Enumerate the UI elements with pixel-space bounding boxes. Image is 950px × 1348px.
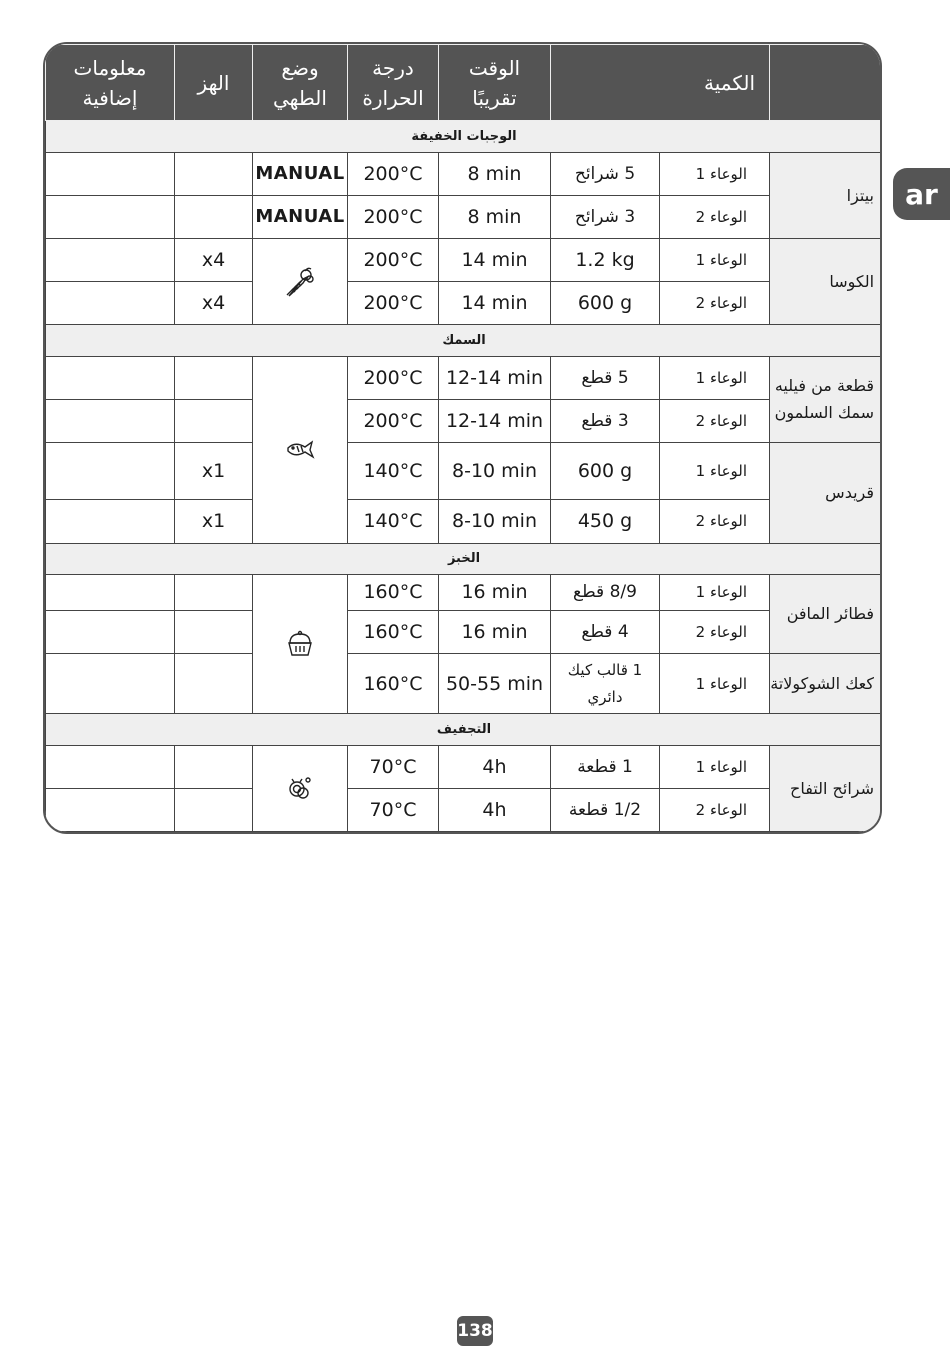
table-row: [46, 574, 883, 610]
temp-cell: 200°C: [348, 399, 439, 442]
temp-cell: 200°C: [348, 238, 439, 281]
bowl-cell: الوعاء 2: [660, 282, 770, 325]
header-quantity: الكمية: [551, 45, 770, 121]
page-number: 138: [457, 1316, 493, 1346]
bowl-cell: الوعاء 2: [660, 399, 770, 442]
qty-cell: 450 g: [551, 500, 660, 543]
food-choc-cake: كعك الشوكولاتة: [770, 654, 882, 714]
extra-info-cell: [46, 195, 175, 238]
temp-cell: 200°C: [348, 195, 439, 238]
temp-cell: 160°C: [348, 574, 439, 610]
header-row: [46, 45, 883, 121]
qty-cell: 5 قطع: [551, 356, 660, 399]
muffin-icon: [285, 630, 315, 658]
extra-info-cell: [46, 574, 175, 610]
temp-cell: 140°C: [348, 443, 439, 500]
section-drying: التجفيف: [46, 714, 883, 745]
shake-cell: [175, 399, 253, 442]
table-row: [46, 152, 883, 195]
time-cell: 12-14 min: [439, 356, 551, 399]
shake-cell: [175, 745, 253, 788]
language-tab: ar: [893, 168, 950, 220]
time-cell: 14 min: [439, 282, 551, 325]
mode-cell: [253, 745, 348, 832]
qty-cell: 1 قالب كيك دائري: [551, 654, 660, 714]
time-cell: 4h: [439, 788, 551, 831]
bowl-cell: الوعاء 2: [660, 500, 770, 543]
section-snacks: الوجبات الخفيفة: [46, 121, 883, 152]
header-extra-info: معلومات إضافية: [46, 45, 175, 121]
header-time: الوقت تقريبًا: [439, 45, 551, 121]
extra-info-cell: [46, 399, 175, 442]
shake-cell: [175, 356, 253, 399]
qty-cell: 3 قطع: [551, 399, 660, 442]
bowl-cell: الوعاء 1: [660, 443, 770, 500]
extra-info-cell: [46, 788, 175, 831]
qty-cell: 8/9 قطع: [551, 574, 660, 610]
qty-cell: 1.2 kg: [551, 238, 660, 281]
bowl-cell: الوعاء 1: [660, 574, 770, 610]
temp-cell: 140°C: [348, 500, 439, 543]
shake-cell: x4: [175, 282, 253, 325]
extra-info-cell: [46, 654, 175, 714]
header-food: [770, 45, 882, 121]
header-temperature: درجة الحرارة: [348, 45, 439, 121]
time-cell: 14 min: [439, 238, 551, 281]
time-cell: 50-55 min: [439, 654, 551, 714]
fish-icon: [285, 438, 315, 462]
mode-cell: [253, 356, 348, 543]
time-cell: 8-10 min: [439, 500, 551, 543]
table-row: [46, 195, 883, 238]
shake-cell: [175, 152, 253, 195]
table-row: [46, 399, 883, 442]
bowl-cell: الوعاء 1: [660, 654, 770, 714]
extra-info-cell: [46, 152, 175, 195]
extra-info-cell: [46, 610, 175, 653]
vegetables-icon: [283, 265, 317, 299]
bowl-cell: الوعاء 2: [660, 610, 770, 653]
shake-cell: [175, 654, 253, 714]
extra-info-cell: [46, 282, 175, 325]
header-shake: الهز: [175, 45, 253, 121]
temp-cell: 200°C: [348, 282, 439, 325]
qty-cell: 3 شرائح: [551, 195, 660, 238]
food-sardines: قريدس: [770, 443, 882, 544]
section-fish: السمك: [46, 325, 883, 356]
time-cell: 16 min: [439, 574, 551, 610]
shake-cell: [175, 788, 253, 831]
header-cooking-mode: وضع الطهي: [253, 45, 348, 121]
bowl-cell: الوعاء 2: [660, 195, 770, 238]
time-cell: 16 min: [439, 610, 551, 653]
mode-cell: [253, 238, 348, 324]
table-row: [46, 443, 883, 500]
temp-cell: 70°C: [348, 788, 439, 831]
shake-cell: [175, 574, 253, 610]
extra-info-cell: [46, 500, 175, 543]
temp-cell: 160°C: [348, 610, 439, 653]
shake-cell: x1: [175, 500, 253, 543]
dehydrate-icon: [286, 774, 314, 802]
qty-cell: 600 g: [551, 443, 660, 500]
table-row: [46, 610, 883, 653]
bowl-cell: الوعاء 1: [660, 238, 770, 281]
table-row: [46, 745, 883, 788]
section-baking: الخبز: [46, 543, 883, 574]
mode-cell: [253, 574, 348, 714]
extra-info-cell: [46, 443, 175, 500]
table-row: [46, 500, 883, 543]
time-cell: 8 min: [439, 195, 551, 238]
bowl-cell: الوعاء 2: [660, 788, 770, 831]
table-row: [46, 654, 883, 714]
bowl-cell: الوعاء 1: [660, 152, 770, 195]
bowl-cell: الوعاء 1: [660, 745, 770, 788]
table-row: [46, 788, 883, 831]
time-cell: 12-14 min: [439, 399, 551, 442]
shake-cell: [175, 610, 253, 653]
shake-cell: [175, 195, 253, 238]
extra-info-cell: [46, 745, 175, 788]
time-cell: 8-10 min: [439, 443, 551, 500]
cooking-table: [45, 44, 882, 832]
extra-info-cell: [46, 356, 175, 399]
mode-cell: MANUAL: [253, 152, 348, 195]
temp-cell: 160°C: [348, 654, 439, 714]
temp-cell: 200°C: [348, 152, 439, 195]
table-row: [46, 238, 883, 281]
table-row: [46, 282, 883, 325]
food-apple-slices: شرائح التفاح: [770, 745, 882, 832]
cooking-table-frame: [43, 42, 882, 834]
qty-cell: 1/2 قطعة: [551, 788, 660, 831]
temp-cell: 200°C: [348, 356, 439, 399]
temp-cell: 70°C: [348, 745, 439, 788]
food-muffins: فطائر المافن: [770, 574, 882, 653]
mode-cell: MANUAL: [253, 195, 348, 238]
food-zucchini: الكوسا: [770, 238, 882, 324]
food-salmon: قطعة من فيليه سمك السلمون: [770, 356, 882, 442]
qty-cell: 5 شرائح: [551, 152, 660, 195]
bowl-cell: الوعاء 1: [660, 356, 770, 399]
table-row: [46, 356, 883, 399]
shake-cell: x4: [175, 238, 253, 281]
qty-cell: 600 g: [551, 282, 660, 325]
food-pizza: بيتزا: [770, 152, 882, 238]
shake-cell: x1: [175, 443, 253, 500]
qty-cell: 1 قطعة: [551, 745, 660, 788]
time-cell: 4h: [439, 745, 551, 788]
time-cell: 8 min: [439, 152, 551, 195]
extra-info-cell: [46, 238, 175, 281]
qty-cell: 4 قطع: [551, 610, 660, 653]
